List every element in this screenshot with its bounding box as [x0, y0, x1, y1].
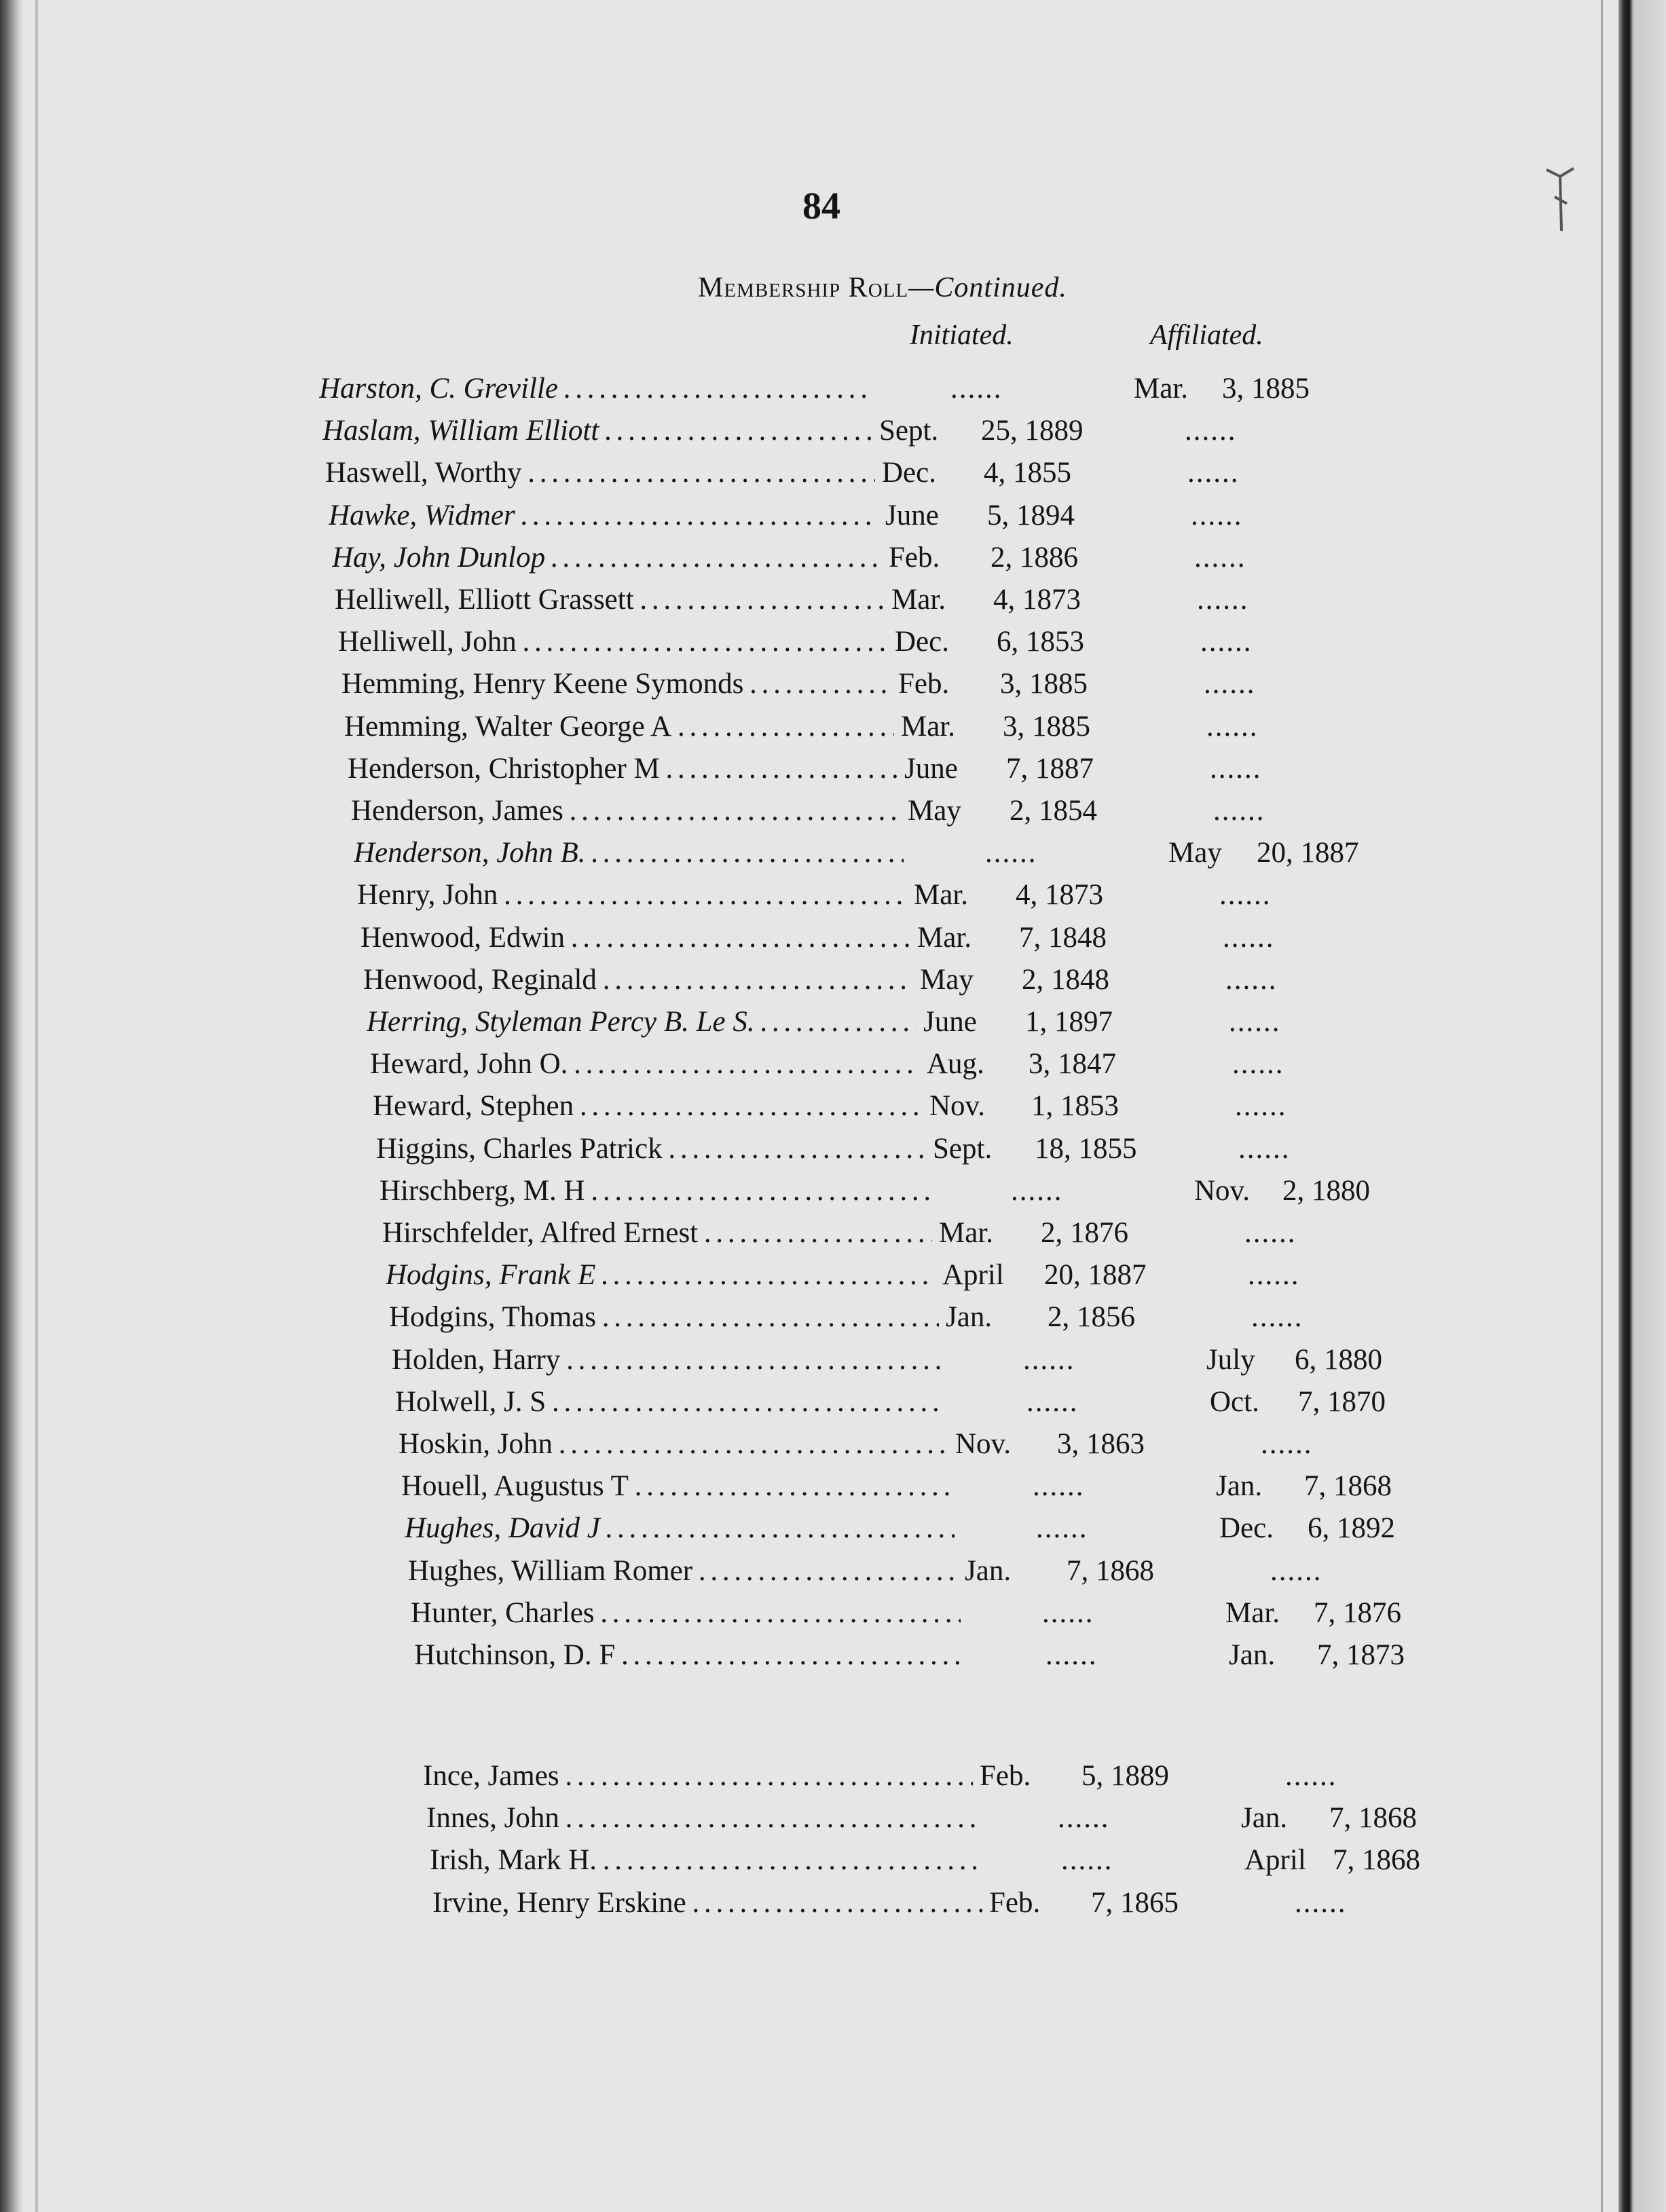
member-name: Hughes, William Romer . . . — [408, 1554, 958, 1588]
binding-thread-mark — [1540, 156, 1580, 238]
initiated-empty-mark: ...... — [1033, 1470, 1085, 1502]
member-name: Hoskin, John . . . — [399, 1427, 948, 1461]
affiliated-empty-mark: ...... — [1248, 1259, 1300, 1291]
initiated-date: 7, 1868 — [1067, 1555, 1154, 1587]
initiated-month: Dec. — [882, 457, 936, 489]
roll-entry — [360, 921, 1420, 962]
affiliated-date: 20, 1887 — [1257, 837, 1359, 869]
affiliated-date: 6, 1880 — [1295, 1344, 1382, 1376]
initiated-month: Feb. — [989, 1887, 1041, 1919]
initiated-empty-mark: ...... — [1023, 1344, 1075, 1376]
initiated-date: 20, 1887 — [1044, 1259, 1147, 1291]
roll-entry — [351, 794, 1410, 835]
roll-entry — [432, 1886, 1492, 1927]
affiliated-empty-mark: ...... — [1191, 500, 1243, 531]
member-name: Ince, James . . . — [423, 1759, 973, 1793]
initiated-date: 5, 1889 — [1081, 1760, 1169, 1792]
initiated-month: Feb. — [889, 542, 940, 574]
member-name: Henderson, John B. . . . — [354, 836, 904, 869]
page-left-edge — [0, 0, 23, 2212]
initiated-month: Aug. — [927, 1048, 984, 1080]
affiliated-empty-mark: ...... — [1225, 964, 1278, 996]
initiated-date: 3, 1885 — [1003, 711, 1090, 743]
roll-entry — [370, 1047, 1429, 1088]
roll-entry — [414, 1638, 1473, 1679]
member-name: Higgins, Charles Patrick . . . — [376, 1132, 926, 1165]
initiated-date: 1, 1853 — [1031, 1090, 1119, 1122]
affiliated-empty-mark: ...... — [1194, 542, 1246, 574]
member-name: Heward, John O. . . . — [370, 1047, 920, 1081]
affiliated-empty-mark: ...... — [1229, 1006, 1281, 1038]
binding-edge — [1618, 0, 1666, 2212]
roll-entry — [380, 1174, 1439, 1215]
initiated-date: 5, 1894 — [987, 500, 1075, 531]
member-name: Harston, C. Greville . . . — [319, 372, 869, 405]
affiliated-empty-mark: ...... — [1204, 668, 1256, 700]
heading-main: Membership Roll — [698, 272, 909, 303]
member-name: Holwell, J. S . . . — [395, 1385, 945, 1419]
left-margin-line — [35, 0, 38, 2212]
member-name: Henderson, James . . . — [351, 794, 901, 827]
initiated-month: Dec. — [895, 626, 949, 658]
initiated-empty-mark: ...... — [1011, 1175, 1063, 1207]
affiliated-empty-mark: ...... — [1270, 1555, 1322, 1587]
initiated-date: 3, 1847 — [1029, 1048, 1116, 1080]
roll-entry — [354, 836, 1413, 877]
member-name: Heward, Stephen . . . — [373, 1089, 923, 1123]
member-name: Hodgins, Frank E . . . — [386, 1258, 936, 1292]
affiliated-month: Jan. — [1216, 1470, 1263, 1502]
affiliated-date: 3, 1885 — [1222, 373, 1310, 405]
initiated-date: 7, 1865 — [1091, 1887, 1179, 1919]
roll-entry — [332, 541, 1391, 582]
initiated-date: 7, 1848 — [1019, 922, 1107, 954]
initiated-month: Nov. — [929, 1090, 986, 1122]
member-name: Haswell, Worthy . . . — [325, 456, 875, 489]
roll-entry — [338, 625, 1397, 666]
initiated-date: 7, 1887 — [1006, 753, 1094, 785]
initiated-date: 3, 1863 — [1057, 1428, 1145, 1460]
initiated-month: May — [908, 795, 961, 827]
roll-entry — [389, 1300, 1448, 1341]
roll-heading — [407, 271, 1358, 304]
member-name: Helliwell, Elliott Grassett . . . — [335, 583, 885, 616]
member-name: Hemming, Henry Keene Symonds . . . — [341, 667, 891, 700]
roll-entry — [382, 1216, 1441, 1257]
roll-entry — [319, 372, 1378, 413]
roll-entry — [367, 1005, 1426, 1046]
member-name: Holden, Harry . . . — [392, 1343, 942, 1376]
affiliated-month: Nov. — [1194, 1175, 1251, 1207]
initiated-empty-mark: ...... — [985, 837, 1037, 869]
roll-entry — [376, 1132, 1435, 1173]
initiated-date: 4, 1855 — [984, 457, 1071, 489]
initiated-month: Mar. — [901, 711, 956, 743]
initiated-month: June — [923, 1006, 977, 1038]
initiated-month: May — [920, 964, 974, 996]
affiliated-empty-mark: ...... — [1235, 1090, 1287, 1122]
affiliated-empty-mark: ...... — [1295, 1887, 1347, 1919]
initiated-empty-mark: ...... — [1061, 1844, 1113, 1876]
member-name: Irvine, Henry Erskine . . . — [432, 1886, 982, 1919]
roll-entry — [399, 1427, 1458, 1468]
roll-entry — [386, 1258, 1445, 1299]
initiated-month: Jan. — [946, 1301, 993, 1333]
initiated-date: 3, 1885 — [1000, 668, 1088, 700]
affiliated-empty-mark: ...... — [1206, 711, 1259, 743]
roll-entry — [344, 710, 1403, 751]
member-name: Haslam, William Elliott . . . — [322, 414, 872, 447]
initiated-date: 25, 1889 — [981, 415, 1084, 447]
affiliated-empty-mark: ...... — [1238, 1133, 1291, 1165]
initiated-month: Mar. — [891, 584, 946, 616]
affiliated-month: Mar. — [1134, 373, 1189, 405]
member-name: Henwood, Edwin . . . — [360, 921, 910, 954]
affiliated-date: 2, 1880 — [1282, 1175, 1370, 1207]
initiated-month: Mar. — [939, 1217, 994, 1249]
roll-entry — [335, 583, 1394, 624]
initiated-date: 2, 1848 — [1022, 964, 1109, 996]
initiated-month: Jan. — [965, 1555, 1012, 1587]
initiated-month: Nov. — [955, 1428, 1012, 1460]
affiliated-empty-mark: ...... — [1244, 1217, 1297, 1249]
affiliated-empty-mark: ...... — [1285, 1760, 1337, 1792]
initiated-date: 2, 1876 — [1041, 1217, 1128, 1249]
initiated-date: 2, 1886 — [991, 542, 1078, 574]
initiated-month: June — [904, 753, 958, 785]
member-name: Henwood, Reginald . . . — [363, 963, 913, 996]
affiliated-month: July — [1206, 1344, 1255, 1376]
initiated-date: 4, 1873 — [1016, 879, 1103, 911]
member-name: Hawke, Widmer . . . — [329, 499, 878, 532]
member-name: Helliwell, John . . . — [338, 625, 888, 658]
roll-entry — [363, 963, 1422, 1004]
initiated-empty-mark: ...... — [1036, 1512, 1088, 1544]
roll-entry — [405, 1512, 1464, 1552]
initiated-month: Sept. — [933, 1133, 993, 1165]
affiliated-date: 7, 1873 — [1317, 1639, 1405, 1671]
affiliated-date: 7, 1868 — [1329, 1802, 1417, 1834]
affiliated-month: April — [1244, 1844, 1306, 1876]
affiliated-empty-mark: ...... — [1197, 584, 1249, 616]
column-header-initiated: Initiated. — [910, 320, 1014, 351]
roll-entry — [395, 1385, 1454, 1426]
initiated-month: Feb. — [898, 668, 950, 700]
affiliated-empty-mark: ...... — [1232, 1048, 1284, 1080]
roll-entry — [322, 414, 1382, 455]
initiated-month: April — [942, 1259, 1004, 1291]
affiliated-empty-mark: ...... — [1251, 1301, 1303, 1333]
roll-entry — [392, 1343, 1451, 1384]
initiated-date: 1, 1897 — [1025, 1006, 1113, 1038]
member-name: Hughes, David J . . . — [405, 1512, 955, 1545]
affiliated-empty-mark: ...... — [1187, 457, 1240, 489]
initiated-date: 2, 1856 — [1048, 1301, 1135, 1333]
affiliated-empty-mark: ...... — [1185, 415, 1237, 447]
roll-entry — [329, 499, 1388, 540]
member-name: Houell, Augustus T . . . — [401, 1469, 951, 1503]
affiliated-date: 7, 1868 — [1333, 1844, 1420, 1876]
member-name: Hodgins, Thomas . . . — [389, 1300, 939, 1334]
member-name: Innes, John . . . — [426, 1801, 976, 1835]
affiliated-empty-mark: ...... — [1223, 922, 1275, 954]
affiliated-month: May — [1168, 837, 1222, 869]
roll-entry — [430, 1843, 1489, 1884]
member-name: Henry, John . . . — [357, 878, 907, 912]
affiliated-empty-mark: ...... — [1261, 1428, 1313, 1460]
initiated-month: Sept. — [879, 415, 939, 447]
initiated-empty-mark: ...... — [1026, 1386, 1079, 1418]
initiated-month: Feb. — [980, 1760, 1031, 1792]
affiliated-empty-mark: ...... — [1210, 753, 1262, 785]
roll-entry — [411, 1596, 1470, 1637]
member-name: Irish, Mark H. . . . — [430, 1843, 980, 1877]
initiated-empty-mark: ...... — [1045, 1639, 1098, 1671]
right-margin-line — [1601, 0, 1603, 2212]
roll-entry — [325, 456, 1384, 497]
affiliated-month: Jan. — [1241, 1802, 1288, 1834]
affiliated-empty-mark: ...... — [1200, 626, 1253, 658]
initiated-month: Mar. — [917, 922, 972, 954]
initiated-empty-mark: ...... — [1042, 1597, 1094, 1629]
affiliated-date: 7, 1868 — [1304, 1470, 1392, 1502]
member-name: Hunter, Charles . . . — [411, 1596, 961, 1630]
affiliated-date: 7, 1876 — [1314, 1597, 1401, 1629]
roll-entry — [401, 1469, 1460, 1510]
initiated-date: 2, 1854 — [1010, 795, 1097, 827]
member-name: Henderson, Christopher M . . . — [348, 752, 897, 785]
initiated-empty-mark: ...... — [1058, 1802, 1110, 1834]
initiated-date: 6, 1853 — [997, 626, 1084, 658]
heading-suffix: —Continued. — [908, 272, 1067, 303]
member-name: Herring, Styleman Percy B. Le S. . . . — [367, 1005, 917, 1038]
affiliated-month: Dec. — [1219, 1512, 1274, 1544]
page-number: 84 — [802, 185, 840, 227]
member-name: Hirschberg, M. H . . . — [380, 1174, 929, 1207]
initiated-date: 4, 1873 — [993, 584, 1081, 616]
roll-entry — [373, 1089, 1432, 1130]
affiliated-month: Jan. — [1229, 1639, 1276, 1671]
initiated-date: 18, 1855 — [1035, 1133, 1137, 1165]
initiated-empty-mark: ...... — [950, 373, 1003, 405]
roll-entry — [426, 1801, 1485, 1842]
affiliated-month: Mar. — [1225, 1597, 1280, 1629]
roll-entry — [341, 667, 1401, 708]
roll-entry — [408, 1554, 1467, 1595]
member-name: Hirschfelder, Alfred Ernest . . . — [382, 1216, 932, 1250]
initiated-month: Mar. — [914, 879, 969, 911]
affiliated-date: 7, 1870 — [1298, 1386, 1386, 1418]
roll-entry — [357, 878, 1416, 919]
affiliated-empty-mark: ...... — [1213, 795, 1265, 827]
roll-entry — [423, 1759, 1482, 1800]
member-name: Hutchinson, D. F . . . — [414, 1638, 964, 1672]
column-header-affiliated: Affiliated. — [1150, 320, 1263, 351]
initiated-month: June — [885, 500, 939, 531]
roll-entry — [348, 752, 1407, 793]
member-name: Hay, John Dunlop . . . — [332, 541, 882, 574]
affiliated-month: Oct. — [1210, 1386, 1259, 1418]
member-name: Hemming, Walter George A . . . — [344, 710, 894, 743]
affiliated-date: 6, 1892 — [1308, 1512, 1395, 1544]
affiliated-empty-mark: ...... — [1219, 879, 1272, 911]
